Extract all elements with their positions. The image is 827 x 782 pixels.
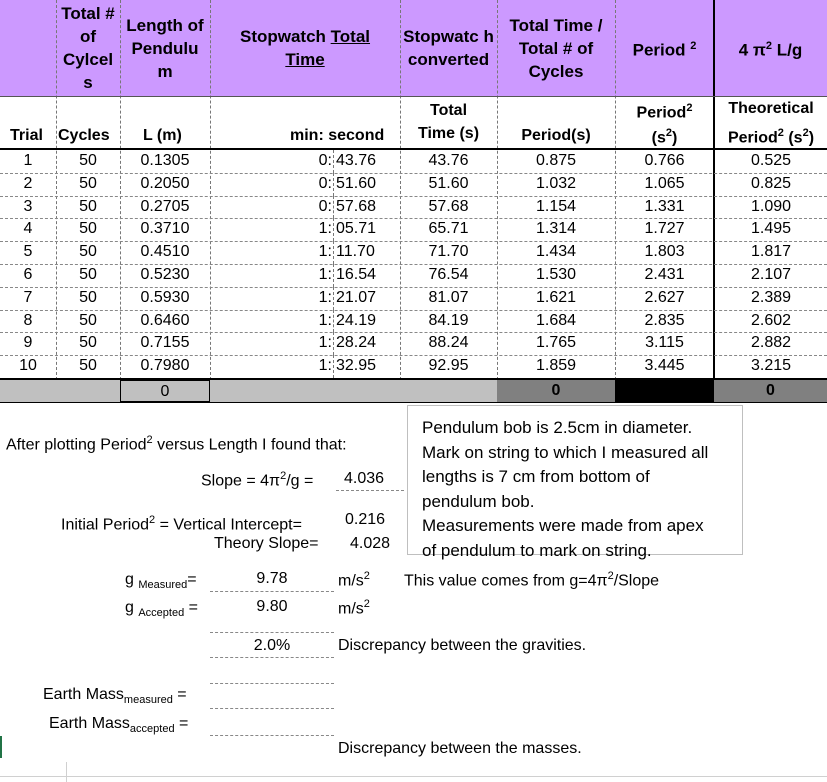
header-four-pi-prefix: 4 [738,40,753,60]
cell-trial[interactable]: 5 [23,243,33,261]
g-measured-sub: Measured [138,579,188,592]
header-period-squared[interactable] [615,0,714,96]
g-measured-note-sup: 2 [607,570,614,582]
earth-measured-sub: measured [123,694,173,707]
cell-sec[interactable]: 57.68 [336,197,377,215]
cell-cycles[interactable]: 50 [79,197,97,215]
header-stopwatch-prefix: Stopwatch [239,27,331,46]
cell-theory[interactable]: 0.525 [750,152,792,169]
slope-underline [336,490,404,491]
cell-trial[interactable]: 9 [23,334,33,352]
cell-psq[interactable]: 1.331 [644,197,685,215]
cell-psq[interactable]: 2.627 [644,288,685,306]
gridline [333,355,334,378]
g-measured-label[interactable] [125,570,197,595]
g-accepted-g: g [125,599,139,616]
header-converted-text: Stopwatc h converted [403,27,494,69]
g-accepted-label[interactable] [125,598,198,623]
gridline-bottom [0,776,827,777]
table-top-border [0,148,827,150]
g-measured-underline [210,591,334,592]
intercept-value[interactable]: 0.216 [345,511,386,528]
cell-psq[interactable]: 1.727 [644,220,685,238]
summary-length-zero: 0 [160,383,170,400]
g-measured-unit-sup: 2 [363,570,370,582]
cell-min[interactable]: 0: [318,152,332,169]
slope-label-a: Slope = 4π [201,472,281,490]
gridline [333,310,334,333]
slope-label-sup: 2 [280,470,287,482]
cell-period[interactable]: 1.530 [535,266,577,283]
active-cell-indicator [0,736,2,758]
cell-period[interactable]: 1.434 [535,243,577,261]
note-line: pendulum bob. [422,491,535,511]
header-blank[interactable] [0,0,56,96]
intercept-label[interactable] [61,510,302,535]
subheader-total-time-1[interactable]: Total [429,102,468,119]
note-line: Pendulum bob is 2.5cm in diameter. [422,418,693,437]
cell-trial[interactable]: 4 [23,220,33,238]
earth-measured-eq: = [172,686,187,703]
cell-length[interactable]: 0.1305 [140,152,190,169]
header-four-pi-text [739,35,803,62]
cell-cycles[interactable]: 50 [79,266,97,283]
cell-total[interactable]: 76.54 [428,266,469,283]
gridline-bottom-v [66,762,67,782]
cell-length[interactable]: 0.2705 [140,197,190,215]
cell-psq[interactable]: 2.835 [644,311,685,329]
earth-accepted-text: Earth Mass [49,715,130,732]
cell-theory[interactable]: 1.817 [750,243,792,261]
cell-min[interactable]: 1: [318,266,332,283]
earth-mass-accepted-label[interactable] [49,714,188,739]
g-measured-note[interactable] [404,566,659,591]
g-accepted-unit[interactable] [338,594,370,619]
cell-total[interactable]: 71.70 [428,243,469,261]
theory-slope-label[interactable]: Theory Slope= [214,535,319,552]
gridline [333,287,334,310]
cell-period[interactable]: 1.684 [535,311,577,329]
g-accepted-sub: Accepted [138,607,185,620]
earth-mass-measured-label[interactable] [43,685,187,710]
subheader-trial[interactable]: Trial [10,127,43,144]
earth-accepted-eq: = [174,715,189,732]
header-stopwatch-underlined: Total Time [285,27,371,69]
cell-theory[interactable]: 2.882 [750,334,792,352]
after-plotting-sup: 2 [146,434,153,446]
cell-length[interactable]: 0.3710 [140,220,190,238]
summary-period-zero: 0 [551,382,561,399]
discrepancy-topline [210,632,334,633]
cell-sec[interactable]: 05.71 [336,220,377,238]
subheader-period-sq-exp: 2 [686,102,693,114]
cell-total[interactable]: 92.95 [428,357,469,375]
cell-psq[interactable]: 1.065 [644,174,685,192]
cell-sec[interactable]: 32.95 [336,357,377,375]
cell-theory[interactable]: 2.389 [750,288,792,306]
slope-label[interactable] [201,466,313,491]
mass-discrepancy-text[interactable]: Discrepancy between the masses. [338,740,582,757]
summary-period-cell[interactable] [497,380,615,402]
summary-theory-cell[interactable] [714,380,827,402]
header-stopwatch-text [225,25,385,71]
header-time-per-cycle[interactable] [497,0,615,96]
cell-trial[interactable]: 8 [23,311,33,329]
cell-min[interactable]: 1: [318,220,332,238]
cell-trial[interactable]: 6 [23,266,33,283]
cell-trial[interactable]: 1 [23,152,33,169]
cell-theory[interactable]: 1.495 [750,220,792,238]
cell-period[interactable]: 1.154 [535,197,577,215]
cell-trial[interactable]: 7 [23,288,33,306]
note-line: Measurements were made from apex [422,516,704,535]
intercept-label-a: Initial Period [61,516,150,534]
cell-cycles[interactable]: 50 [79,174,97,192]
cell-cycles[interactable]: 50 [79,243,97,261]
cell-length[interactable]: 0.7980 [140,357,190,375]
gridline [333,264,334,287]
cell-length[interactable]: 0.5930 [140,288,190,306]
header-total-cycles[interactable] [56,0,120,96]
cell-cycles[interactable]: 50 [79,357,97,375]
cell-min[interactable]: 1: [318,288,332,306]
header-period-exp: 2 [690,39,697,52]
cell-psq[interactable]: 1.803 [644,243,685,261]
discrepancy-value[interactable]: 2.0% [253,637,291,654]
header-stopwatch[interactable] [210,0,400,96]
gridline [333,241,334,264]
subheader-period-sq-word: Period [636,104,687,122]
note-line: of pendulum to mark on string. [422,540,652,560]
subheader-period-sq-unit-exp: 2 [665,127,673,139]
earth-measured-underline [210,708,334,709]
cell-total[interactable]: 88.24 [428,334,469,352]
g-measured-g: g [125,571,139,588]
subheader-theory-unit-exp: 2 [802,127,809,139]
intercept-label-sup: 2 [149,514,156,526]
cell-sec[interactable]: 51.60 [336,174,377,192]
cell-total[interactable]: 65.71 [428,220,469,238]
subheader-theory-1[interactable]: Theoretical [728,100,814,117]
cell-cycles[interactable]: 50 [79,311,97,329]
cell-psq[interactable]: 2.431 [644,266,685,283]
earth-accepted-sub: accepted [129,723,175,736]
cell-total[interactable]: 84.19 [428,311,469,329]
cell-sec[interactable]: 28.24 [336,334,377,352]
note-line: lengths is 7 cm from bottom of [422,467,650,486]
cell-psq[interactable]: 3.115 [645,334,684,352]
cell-min[interactable]: 1: [318,243,332,261]
header-time-per-cycle-text: Total Time / Total # of Cycles [509,15,603,81]
cell-theory[interactable]: 3.215 [750,357,792,375]
subheader-period-sq-unit: (s [651,129,666,147]
cell-sec[interactable]: 24.19 [336,311,377,329]
cell-min[interactable]: 0: [318,197,332,215]
slope-label-b: /g = [286,472,314,490]
subheader-theory-word: Period [727,129,778,147]
g-measured-unit-text: m/s [338,572,364,590]
cell-theory[interactable]: 2.107 [750,266,792,283]
intercept-label-b: = Vertical Intercept= [155,516,302,534]
cell-min[interactable]: 1: [318,311,332,329]
cell-cycles[interactable]: 50 [79,288,97,306]
summary-period-sq-cell[interactable] [615,380,714,402]
subheader-period[interactable]: Period(s) [521,127,591,144]
g-measured-note-b: /Slope [613,572,660,590]
earth-measured-topline [210,683,334,684]
cell-min[interactable]: 1: [318,334,332,352]
after-plotting-a: After plotting Period [6,436,147,454]
g-measured-unit[interactable] [338,566,370,591]
header-converted[interactable] [400,0,497,96]
cell-sec[interactable]: 43.76 [336,152,377,169]
summary-bottom-border [0,402,827,403]
note-line: Mark on string to which I measured all [422,442,709,462]
cell-total[interactable]: 51.60 [428,174,469,192]
cell-psq[interactable]: 0.766 [644,152,685,169]
header-four-pi-l-over-g[interactable] [714,0,827,96]
theory-slope-value[interactable]: 4.028 [350,535,391,552]
cell-trial[interactable]: 3 [23,197,33,215]
cell-trial[interactable]: 10 [19,357,37,375]
cell-period[interactable]: 0.875 [535,152,577,169]
header-divider [0,96,827,97]
gridline [210,0,211,380]
cell-cycles[interactable]: 50 [79,220,97,238]
subheader-period-sq-2[interactable]: $(s^2)$ [651,127,678,147]
summary-length-cell[interactable] [120,380,210,402]
cell-period[interactable]: 1.621 [535,288,577,306]
pi-symbol: π [752,40,766,60]
subheader-theory-exp: 2 [777,127,784,139]
cell-sec[interactable]: 21.07 [336,288,377,306]
after-plotting-text[interactable] [6,430,347,455]
header-period-word: Period [632,40,686,60]
header-length[interactable] [120,0,210,96]
cell-cycles[interactable]: 50 [79,334,97,352]
header-four-pi-suffix: L/g [772,40,803,60]
g-accepted-unit-text: m/s [338,600,364,618]
gridline [333,332,334,355]
subheader-length[interactable]: L (m) [143,127,182,144]
cell-min[interactable]: 1: [318,357,332,375]
slope-value[interactable]: 4.036 [344,470,385,487]
cell-length[interactable]: 0.2050 [140,174,190,192]
subheader-period-sq-1[interactable] [615,98,714,123]
gridline [333,173,334,196]
header-four-pi-exp: 2 [765,39,773,52]
g-measured-value[interactable]: 9.78 [256,570,288,587]
cell-length[interactable]: 0.5230 [140,266,190,283]
cell-period[interactable]: 1.765 [535,334,577,352]
cell-cycles[interactable]: 50 [79,152,97,169]
subheader-minsec[interactable]: min: second [290,127,385,144]
cell-period[interactable]: 1.859 [535,357,577,375]
cell-length[interactable]: 0.4510 [140,243,190,261]
cell-total[interactable]: 57.68 [428,197,469,215]
summary-theory-zero: 0 [766,382,775,399]
cell-period[interactable]: 1.032 [535,174,577,192]
subheader-cycles[interactable]: Cycles [58,127,110,144]
cell-trial[interactable]: 2 [23,174,33,192]
gridline [333,218,334,241]
gridline [333,150,334,173]
discrepancy-underline [210,657,334,658]
cell-length[interactable]: 0.6460 [140,311,190,329]
cell-length[interactable]: 0.7155 [140,334,190,352]
cell-total[interactable]: 81.07 [428,288,469,306]
cell-theory[interactable]: 1.090 [750,197,792,215]
subheader-total-time-2[interactable]: Time (s) [417,125,480,142]
cell-period[interactable]: 1.314 [535,220,577,238]
discrepancy-text[interactable]: Discrepancy between the gravities. [338,637,587,654]
g-accepted-eq: = [188,599,199,616]
cell-sec[interactable]: 16.54 [336,266,377,283]
cell-sec[interactable]: 11.70 [336,243,375,261]
g-measured-note-a: This value comes from g=4π [404,572,608,590]
cell-theory[interactable]: 2.602 [750,311,792,329]
cell-total[interactable]: 43.76 [428,152,469,169]
note-textbox[interactable] [407,405,743,560]
header-period-squared-text [633,35,697,62]
cell-psq[interactable]: 3.445 [644,357,685,375]
cell-min[interactable]: 0: [318,174,332,192]
after-plotting-b: versus Length I found that: [152,436,347,454]
g-measured-eq: = [187,571,197,588]
earth-measured-text: Earth Mass [43,686,124,703]
subheader-theory-2[interactable]: Period$^2$ $(s^2)$ [727,127,815,147]
earth-accepted-underline [210,735,334,736]
gridline [333,196,334,219]
g-accepted-unit-sup: 2 [363,598,370,610]
g-accepted-value[interactable]: 9.80 [256,598,288,615]
header-length-text: Length of Pendulu m [126,15,204,81]
header-total-cycles-text: Total # of Cylcel s [61,4,115,92]
cell-theory[interactable]: 0.825 [750,174,792,192]
